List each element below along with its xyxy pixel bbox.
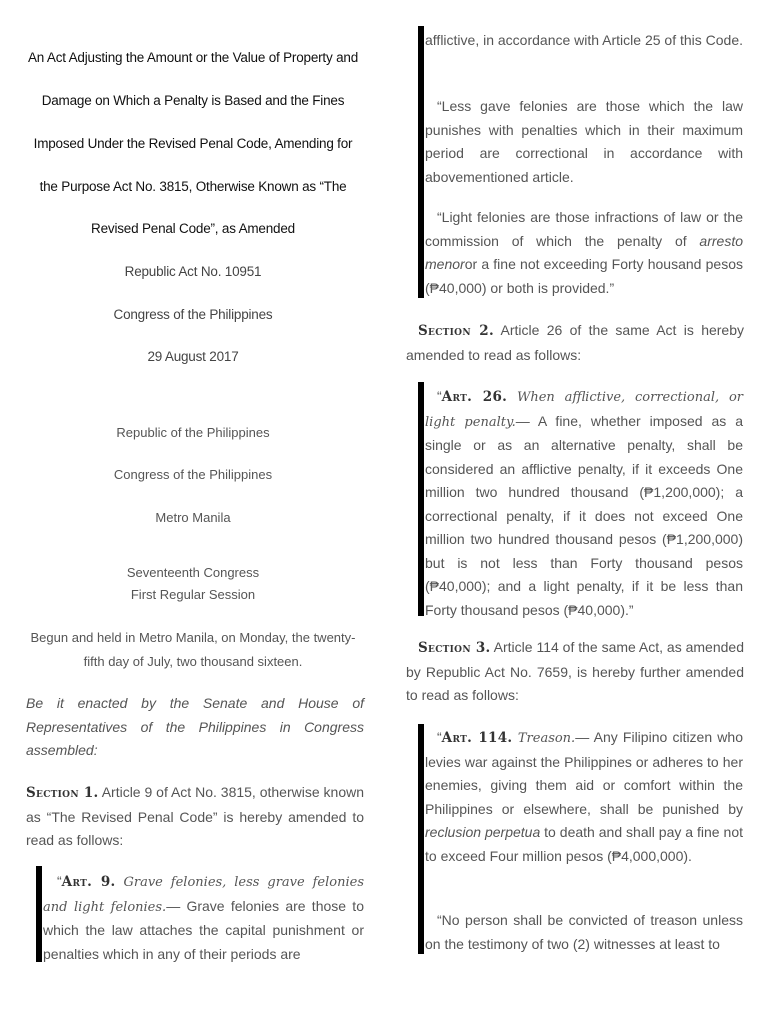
- article-26-label: Art. 26.: [441, 389, 508, 405]
- section-2-text: Article 26 of the same Act is hereby amended to read as follows:: [406, 322, 745, 363]
- article-26-open-quote: “: [437, 388, 442, 404]
- light-felonies-text-2: or a fine not exceeding Forty housand pesos (₱40,000) or both is provided.”: [425, 256, 743, 296]
- treason-witness: “No person shall be convicted of treason unless on the testimony of two (2) witnesses at least to: [425, 912, 743, 952]
- act-title-line-1: An Act Adjusting the Amount or the Value of Property and: [27, 50, 359, 65]
- article-9-open-quote: “: [57, 873, 62, 889]
- header-congress-number: Seventeenth Congress: [126, 565, 260, 580]
- section-2-label: Section 2.: [418, 323, 494, 339]
- act-title-line-4: the Purpose Act No. 3815, Otherwise Known as “The: [39, 179, 347, 194]
- article-114-heading: Treason.: [512, 731, 576, 746]
- article-114-label: Art. 114.: [441, 730, 513, 746]
- begun-line-1: Begun and held in Metro Manila, on Monday, the twenty-: [30, 630, 356, 645]
- article-26-heading: When afflictive, correctional, or light penalty.: [425, 390, 744, 430]
- republic-act-number: Republic Act No. 10951: [124, 264, 262, 279]
- quote-bar: [418, 382, 424, 616]
- article-26-quote: [425, 385, 743, 622]
- section-1-label: Section 1.: [26, 785, 99, 801]
- article-114-text-1: — Any Filipino citizen who levies war against the Philippines or adheres to her enemies, giving them aid or comfort within the Philippines or elsewhere, shall be punished by: [425, 729, 743, 817]
- light-felonies-text-1: “Light felonies are those infractions of law or the commission of which the penalty of: [425, 209, 743, 249]
- header-session: First Regular Session: [130, 587, 256, 602]
- act-date: 29 August 2017: [147, 349, 239, 364]
- section-3-text: Article 114 of the same Act, as amended by Republic Act No. 7659, is hereby further amended to read as follows:: [406, 639, 744, 703]
- quote-bar: [418, 26, 424, 298]
- header-republic: Republic of the Philippines: [116, 425, 270, 440]
- article-9-text: — Grave felonies are those to which the law attaches the capital punishment or penalties which in any of their periods are: [43, 897, 364, 962]
- header-location: Metro Manila: [155, 510, 231, 525]
- arresto-menor: arresto menor: [425, 232, 743, 272]
- quote-bar: [418, 724, 424, 954]
- act-title-line-2: Damage on Which a Penalty is Based and the Fines: [41, 93, 345, 108]
- quote-bar: [36, 866, 42, 962]
- begun-line-2: fifth day of July, two thousand sixteen.: [83, 654, 303, 669]
- article-114-quote: [425, 726, 743, 868]
- article-9-label: Art. 9.: [61, 874, 116, 890]
- article-114-text-2: to death and shall pay a fine not to exceed Four million pesos (₱4,000,000).: [425, 824, 743, 864]
- article-26-text: — A fine, whether imposed as a single or as an alternative penalty, shall be considered an afflictive penalty, if it exceeds One million two hundred thousand (₱1,200,000); a correctional penalty, if it does not exceed One million two hundred thousand pesos (₱1,200,000) but is not less than Forty thousand pesos (₱40,000); and a light penalty, if it be less than Forty thousand pesos (₱40,000).”: [425, 412, 744, 618]
- act-title-line-3: Imposed Under the Revised Penal Code, Amending for: [33, 136, 353, 151]
- less-grave-felonies: “Less gave felonies are those which the law punishes with penalties which in their maximum period are correctional in accordance with abovementioned article.: [425, 98, 743, 185]
- section-1: [26, 781, 364, 853]
- light-felonies: [425, 206, 743, 300]
- article-9-quote: [43, 870, 364, 966]
- section-3: [406, 636, 744, 708]
- section-2: [406, 319, 744, 367]
- article-114-open-quote: “: [437, 729, 442, 745]
- article-9-heading: Grave felonies, less grave felonies and light felonies.: [43, 875, 365, 915]
- enacting-clause: Be it enacted by the Senate and House of Representatives of the Philippines in Congress assembled:: [26, 695, 364, 758]
- congress-name: Congress of the Philippines: [113, 307, 273, 322]
- section-3-label: Section 3.: [418, 640, 491, 656]
- article-9-continuation: afflictive, in accordance with Article 25 of this Code.: [425, 32, 744, 48]
- reclusion-perpetua: reclusion perpetua: [425, 824, 541, 840]
- header-congress: Congress of the Philippines: [113, 467, 273, 482]
- section-1-text: Article 9 of Act No. 3815, otherwise known as “The Revised Penal Code” is hereby amended to read as follows:: [26, 784, 364, 848]
- act-title-line-5: Revised Penal Code”, as Amended: [91, 221, 295, 236]
